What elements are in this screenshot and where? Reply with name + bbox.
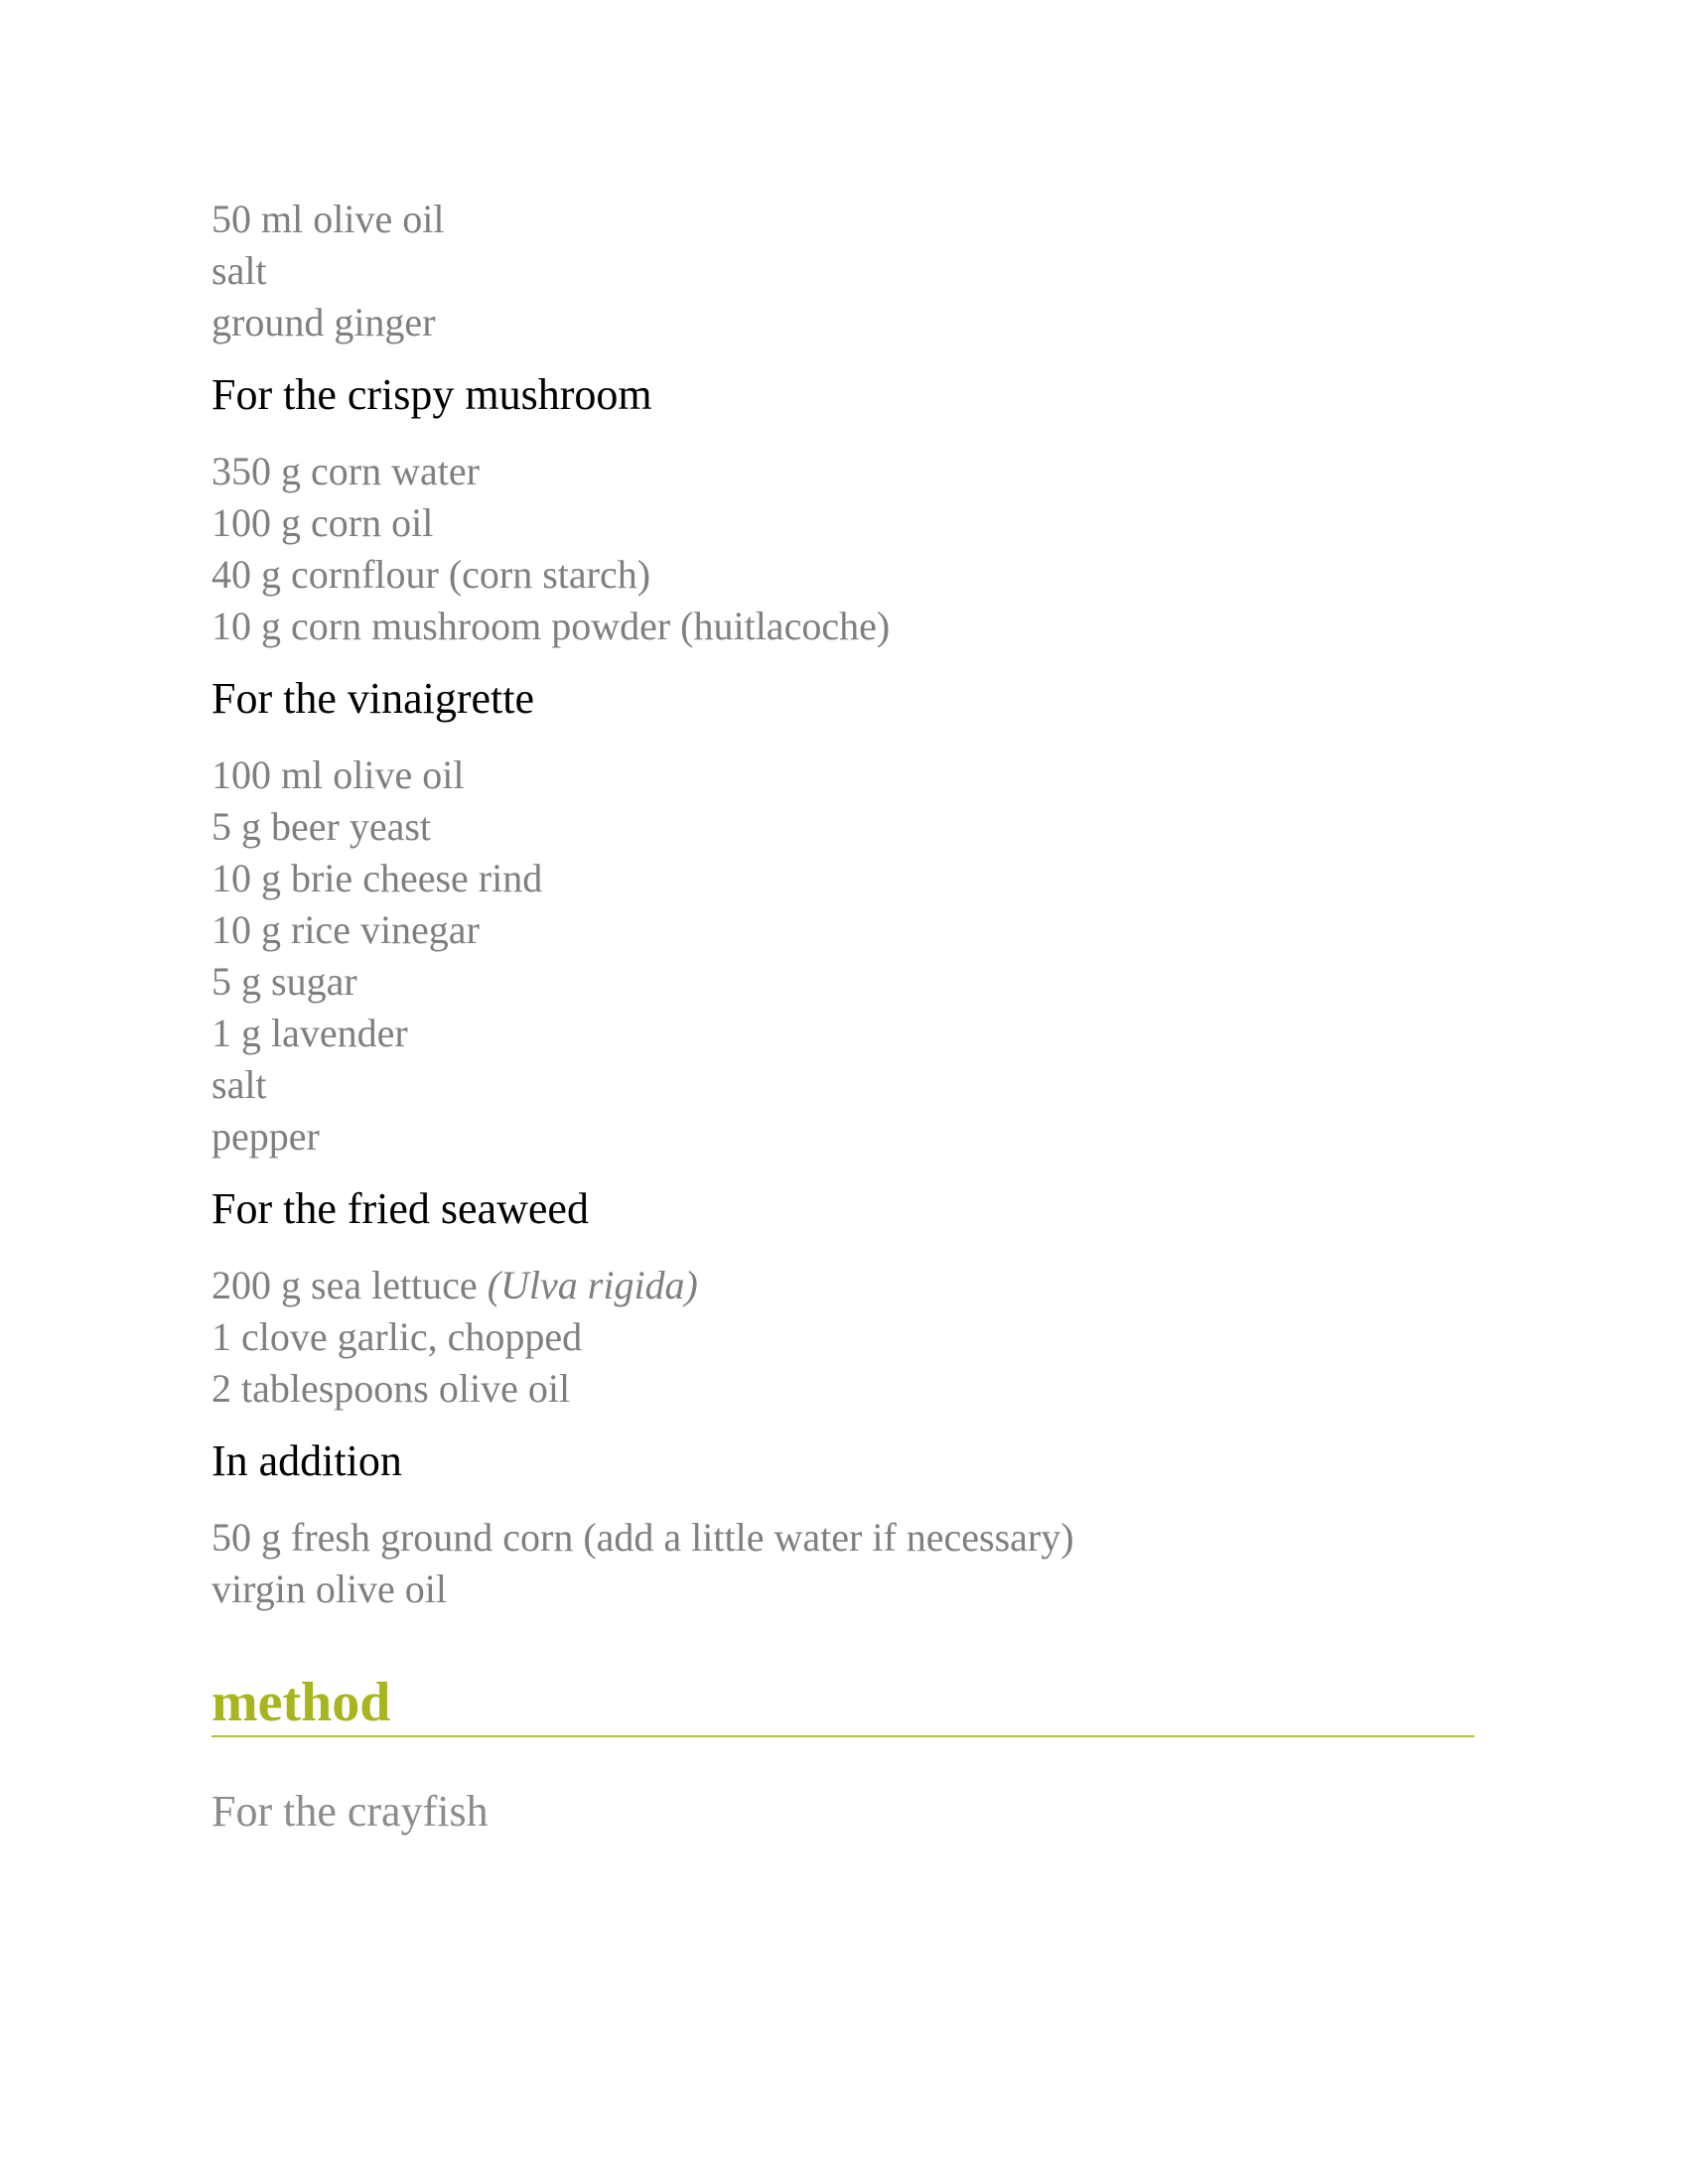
ingredient-item: 5 g beer yeast bbox=[211, 804, 432, 849]
ingredient-item: pepper bbox=[211, 1114, 320, 1159]
ingredient-item bbox=[211, 1260, 1475, 1311]
fried-seaweed-ingredients bbox=[211, 1260, 1475, 1415]
ingredient-item: salt bbox=[211, 1062, 267, 1107]
ingredient-item: 2 tablespoons olive oil bbox=[211, 1366, 571, 1411]
ingredient-text: 200 g sea lettuce bbox=[211, 1263, 488, 1307]
ingredient-item: 1 clove garlic, chopped bbox=[211, 1314, 583, 1359]
ingredient-item: 10 g corn mushroom powder (huitlacoche) bbox=[211, 604, 891, 648]
section-divider bbox=[211, 1735, 1475, 1737]
addition-ingredients bbox=[211, 1512, 1475, 1615]
crispy-mushroom-ingredients bbox=[211, 446, 1475, 652]
ingredient-item: 40 g cornflour (corn starch) bbox=[211, 552, 651, 597]
ingredient-item: 1 g lavender bbox=[211, 1011, 408, 1055]
ingredient-item: 50 g fresh ground corn (add a little water if necessary) bbox=[211, 1515, 1074, 1560]
fried-seaweed-heading: For the fried seaweed bbox=[211, 1184, 589, 1233]
ingredient-item: 50 ml olive oil bbox=[211, 197, 445, 241]
vinaigrette-ingredients bbox=[211, 750, 1475, 1162]
ingredient-item: 100 ml olive oil bbox=[211, 752, 465, 797]
ingredient-list-top bbox=[211, 194, 1475, 348]
method-title: method bbox=[211, 1672, 391, 1733]
ingredient-item: 350 g corn water bbox=[211, 449, 480, 493]
ingredient-item: salt bbox=[211, 248, 267, 293]
method-step-heading: For the crayfish bbox=[211, 1787, 489, 1836]
ingredient-item: 100 g corn oil bbox=[211, 500, 434, 545]
ingredient-item: virgin olive oil bbox=[211, 1567, 448, 1611]
latin-name: (Ulva rigida) bbox=[487, 1263, 698, 1307]
vinaigrette-heading: For the vinaigrette bbox=[211, 674, 535, 723]
ingredient-item: ground ginger bbox=[211, 300, 436, 344]
ingredient-item: 10 g brie cheese rind bbox=[211, 856, 543, 900]
ingredient-item: 10 g rice vinegar bbox=[211, 907, 480, 952]
ingredient-item: 5 g sugar bbox=[211, 959, 357, 1004]
crispy-mushroom-heading: For the crispy mushroom bbox=[211, 370, 652, 419]
addition-heading: In addition bbox=[211, 1436, 402, 1485]
recipe-page bbox=[211, 194, 1475, 1840]
